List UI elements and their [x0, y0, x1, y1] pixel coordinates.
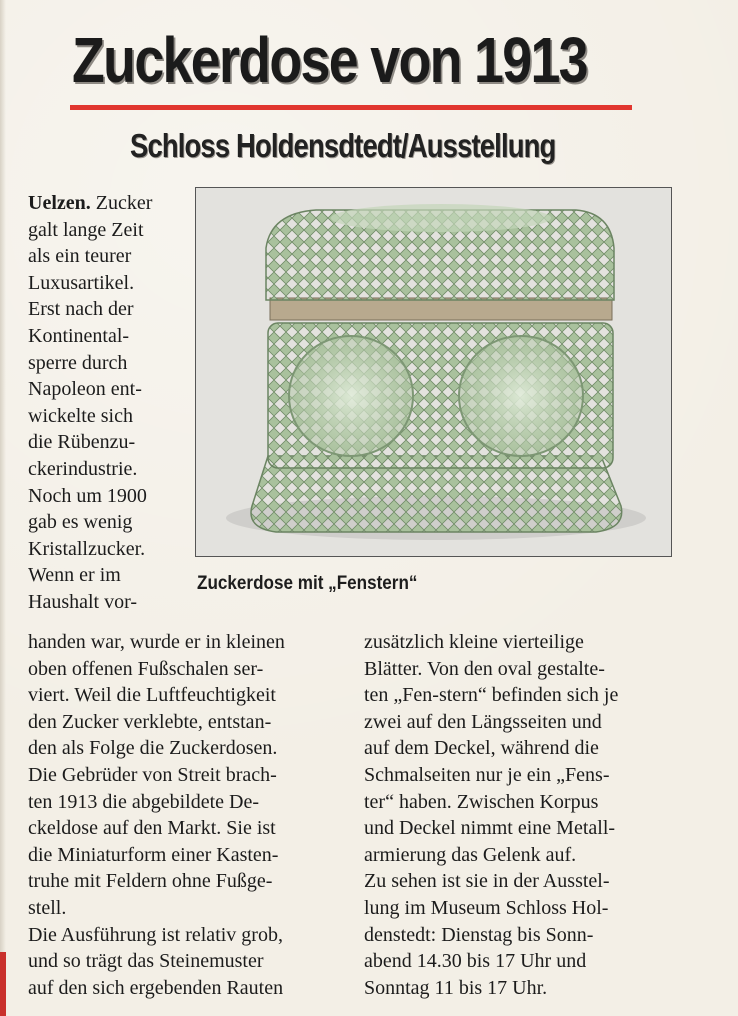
- dateline: Uelzen.: [28, 192, 91, 214]
- text-line: Wenn er im: [28, 564, 121, 587]
- text-line: stell.: [28, 896, 67, 919]
- text-line: die Rübenzu-: [28, 431, 136, 454]
- text-line: ter“ haben. Zwischen Korpus: [364, 790, 599, 813]
- text-line: lung im Museum Schloss Hol-: [364, 896, 609, 919]
- text-line: Erst nach der: [28, 298, 134, 321]
- text-line: galt lange Zeit: [28, 218, 144, 241]
- text-line: Die Ausführung ist relativ grob,: [28, 923, 283, 946]
- headline-red-rule: [70, 105, 632, 110]
- text-line: auf den sich ergebenden Rauten: [28, 976, 284, 999]
- text-line: armierung das Gelenk auf.: [364, 843, 577, 866]
- text-line: den Zucker verklebte, entstan-: [28, 710, 272, 733]
- text-line: zwei auf den Längsseiten und: [364, 710, 602, 733]
- text-line: Die Gebrüder von Streit brach-: [28, 763, 277, 786]
- text-line: Zu sehen ist sie in der Ausstel-: [364, 870, 610, 893]
- red-margin-mark: [0, 952, 6, 1016]
- text-line: und so trägt das Steinemuster: [28, 950, 264, 973]
- text-line: ckeldose auf den Markt. Sie ist: [28, 817, 276, 840]
- text-line: sperre durch: [28, 351, 128, 374]
- text-line: und Deckel nimmt eine Metall-: [364, 817, 616, 840]
- metal-band: [270, 298, 612, 320]
- article-photo: [195, 187, 672, 557]
- text-line: viert. Weil die Luftfeuchtigkeit: [28, 684, 276, 707]
- left-top-lines: [28, 217, 178, 616]
- text-line: abend 14.30 bis 17 Uhr und: [364, 950, 587, 973]
- text-line: den als Folge die Zuckerdosen.: [28, 737, 278, 760]
- oval-window-left: [289, 336, 413, 456]
- text-line: handen war, wurde er in kleinen: [28, 631, 285, 653]
- photo-caption: Zuckerdose mit „Fenstern“: [197, 573, 418, 594]
- text-line: die Miniaturform einer Kasten-: [28, 843, 279, 866]
- subheadline: Schloss Holdensdtedt/Ausstellung: [130, 127, 556, 164]
- text-line: Haushalt vor-: [28, 590, 138, 613]
- text-line: Sonntag 11 bis 17 Uhr.: [364, 976, 548, 999]
- sugar-bowl-photo: [196, 188, 671, 556]
- text-line: auf dem Deckel, während die: [364, 737, 599, 760]
- text-line: Napoleon ent-: [28, 378, 142, 401]
- text-line: Schmalseiten nur je ein „Fens-: [364, 763, 610, 786]
- text-line: denstedt: Dienstag bis Sonn-: [364, 923, 594, 946]
- text-line: zusätzlich kleine vierteilige: [364, 631, 584, 653]
- first-line: [28, 190, 178, 217]
- left-column-top: [28, 190, 178, 616]
- right-column: [364, 629, 714, 1001]
- text-line: ten „Fen-stern“ befinden sich je: [364, 684, 619, 707]
- text-line: truhe mit Feldern ohne Fußge-: [28, 870, 273, 893]
- text-line: als ein teurer: [28, 245, 132, 268]
- text-line: ckerindustrie.: [28, 457, 138, 480]
- oval-window-right: [459, 336, 583, 456]
- text-line: Blätter. Von den oval gestalte-: [364, 657, 605, 680]
- text-line: Noch um 1900: [28, 484, 147, 507]
- text-line: ten 1913 die abgebildete De-: [28, 790, 260, 813]
- text-line: Luxusartikel.: [28, 271, 135, 294]
- text-line: wickelte sich: [28, 404, 133, 427]
- text-line: gab es wenig: [28, 511, 133, 534]
- text-line: Kontinental-: [28, 324, 130, 347]
- text-line: oben offenen Fußschalen ser-: [28, 657, 264, 680]
- headline: Zuckerdose von 1913: [72, 24, 587, 96]
- text-line: Kristallzucker.: [28, 537, 146, 560]
- first-line-text: Zucker: [90, 192, 153, 214]
- paper-left-edge: [0, 0, 6, 1016]
- left-column-bottom: [28, 629, 348, 1001]
